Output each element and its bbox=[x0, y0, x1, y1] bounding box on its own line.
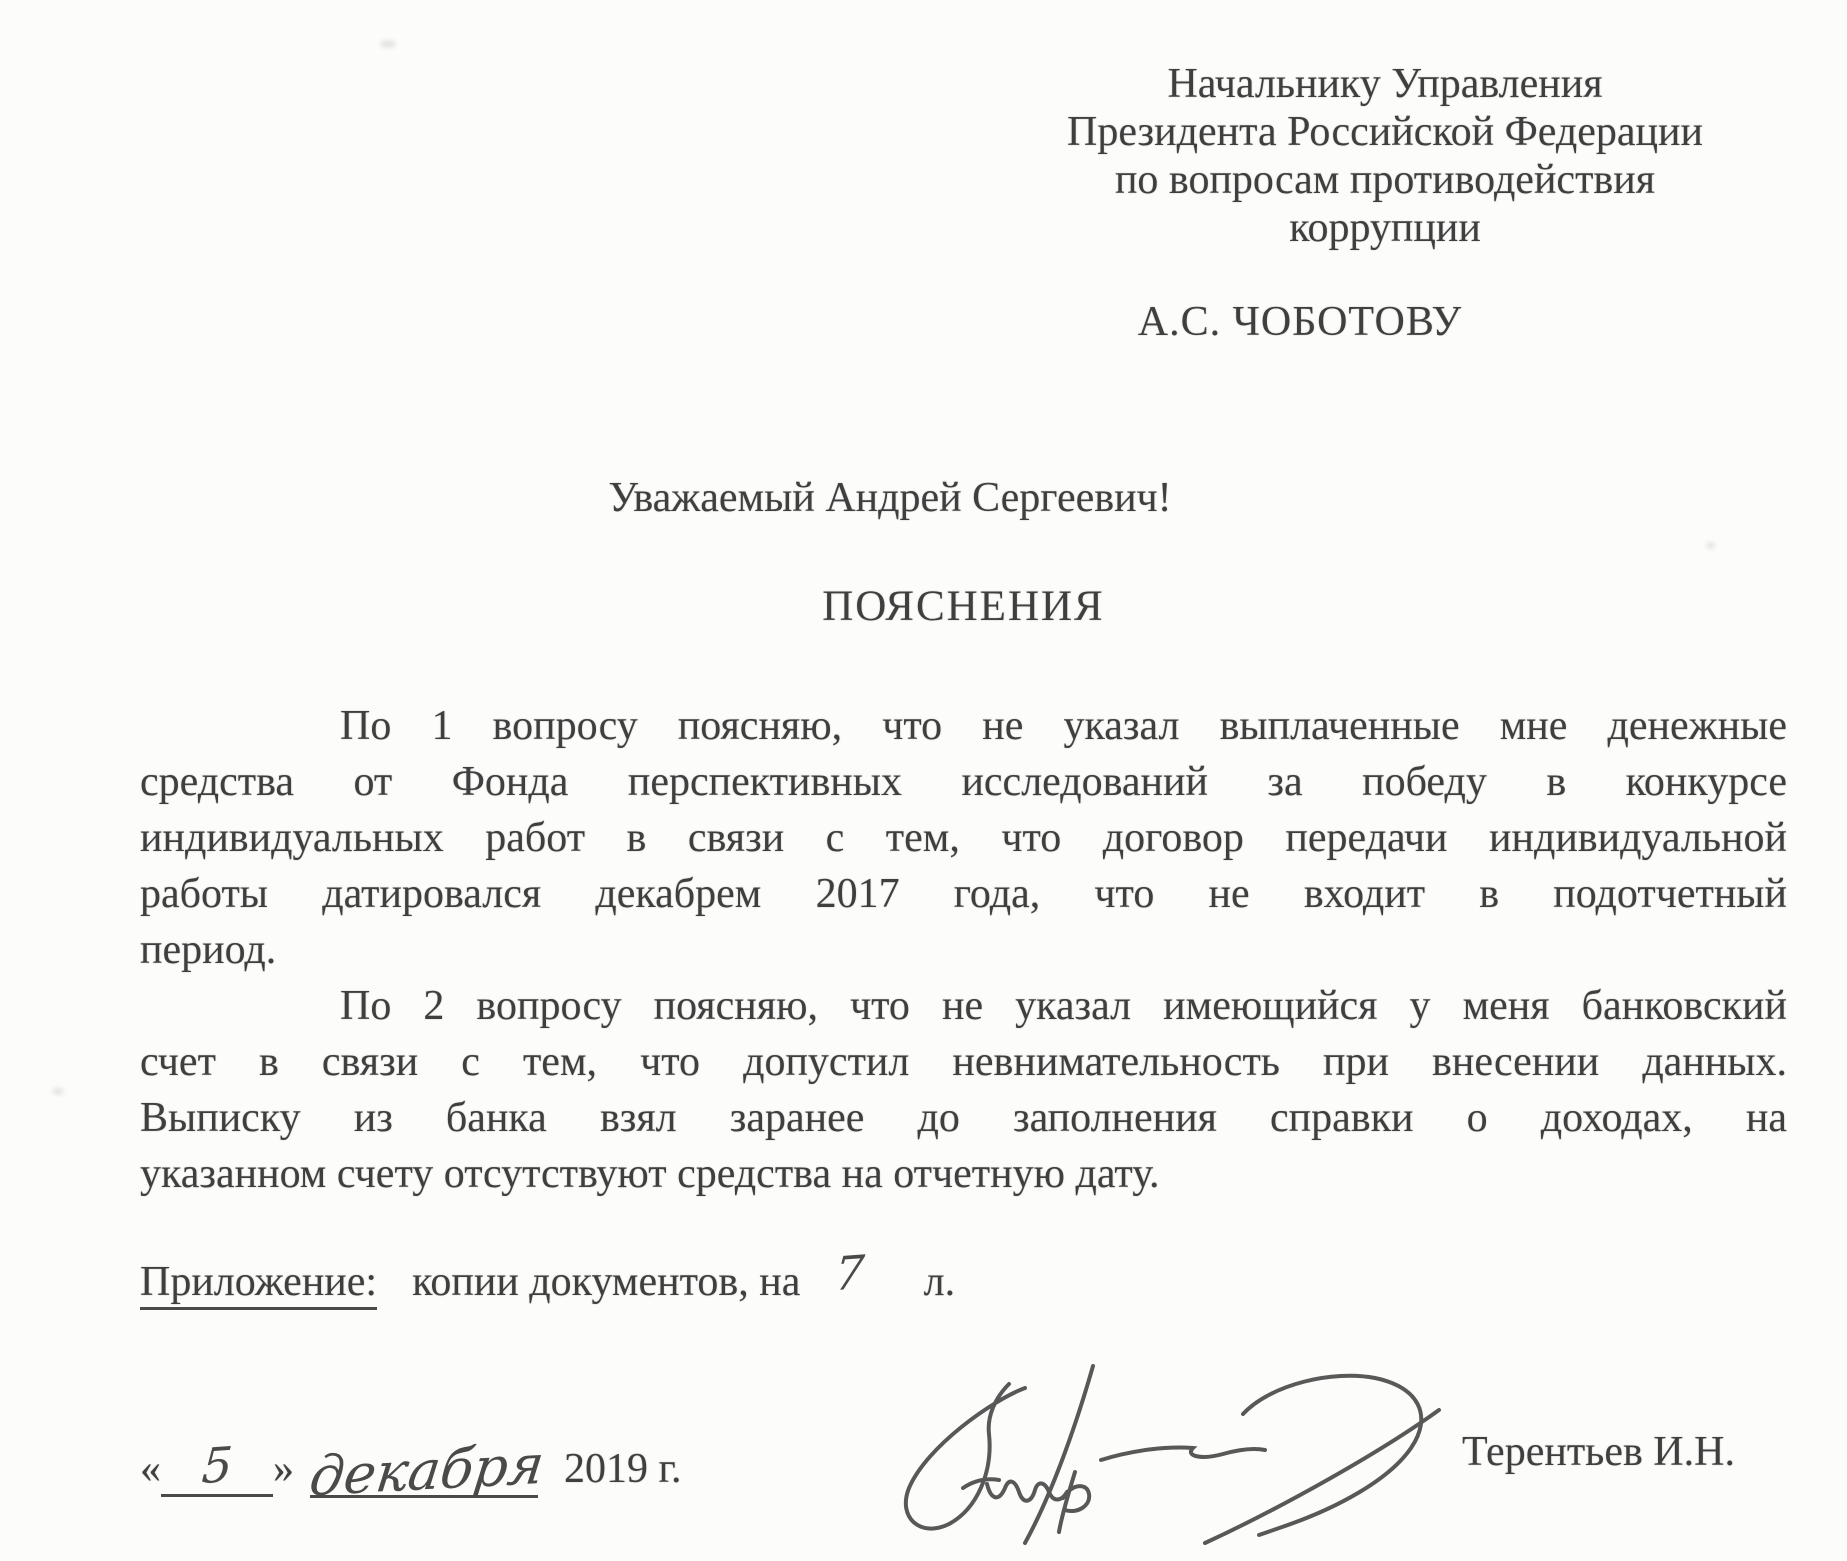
scan-artifact bbox=[52, 1088, 64, 1095]
attachment-line bbox=[140, 1244, 1787, 1306]
recipient-block bbox=[980, 60, 1790, 252]
body-line: указанном счету отсутствуют средства на отчетную дату. bbox=[140, 1151, 1160, 1197]
salutation: Уважаемый Андрей Сергеевич! bbox=[608, 475, 1172, 521]
signer-name: Терентьев И.Н. bbox=[1462, 1429, 1735, 1475]
attachment-label: Приложение: bbox=[140, 1259, 377, 1310]
body-line: период. bbox=[140, 927, 277, 973]
signature-handwritten bbox=[875, 1360, 1465, 1545]
recipient-line-1: Начальнику Управления bbox=[1167, 61, 1603, 107]
date-day-handwritten: 5 bbox=[199, 1436, 235, 1496]
date-line bbox=[140, 1432, 682, 1509]
body-line: счет в связи с тем, что допустил невнимательность при внесении данных. bbox=[140, 1039, 1787, 1085]
body-text bbox=[140, 698, 1787, 1202]
attachment-text: копии документов, на bbox=[412, 1259, 801, 1305]
body-line: работы датировался декабрем 2017 года, что не входит в подотчетный bbox=[140, 871, 1787, 917]
attachment-sheets-unit: л. bbox=[923, 1259, 956, 1305]
date-day-blank bbox=[161, 1438, 273, 1497]
recipient-line-4: коррупции bbox=[1289, 205, 1481, 251]
date-month-handwritten: декабря bbox=[306, 1432, 548, 1509]
date-year: 2019 г. bbox=[564, 1446, 682, 1492]
recipient-addressee: А.С. ЧОБОТОВУ bbox=[1137, 299, 1463, 345]
date-month-blank bbox=[306, 1432, 548, 1509]
scan-artifact bbox=[380, 40, 396, 48]
body-line: По 2 вопросу поясняю, что не указал имеющийся у меня банковский bbox=[340, 983, 1787, 1029]
recipient-line-3: по вопросам противодействия bbox=[1114, 157, 1656, 203]
recipient-line-2: Президента Российской Федерации bbox=[1067, 109, 1703, 155]
body-line: индивидуальных работ в связи с тем, что договор передачи индивидуальной bbox=[140, 815, 1787, 861]
body-line: Выписку из банка взял заранее до заполнения справки о доходах, на bbox=[140, 1095, 1787, 1141]
close-quote: » bbox=[273, 1446, 294, 1492]
body-line: По 1 вопросу поясняю, что не указал выплаченные мне денежные bbox=[340, 703, 1787, 749]
open-quote: « bbox=[140, 1446, 161, 1492]
body-line: средства от Фонда перспективных исследований за победу в конкурсе bbox=[140, 759, 1787, 805]
scan-artifact bbox=[1706, 542, 1715, 549]
document-title: ПОЯСНЕНИЯ bbox=[822, 583, 1105, 630]
attachment-sheets-handwritten: 7 bbox=[833, 1244, 867, 1302]
